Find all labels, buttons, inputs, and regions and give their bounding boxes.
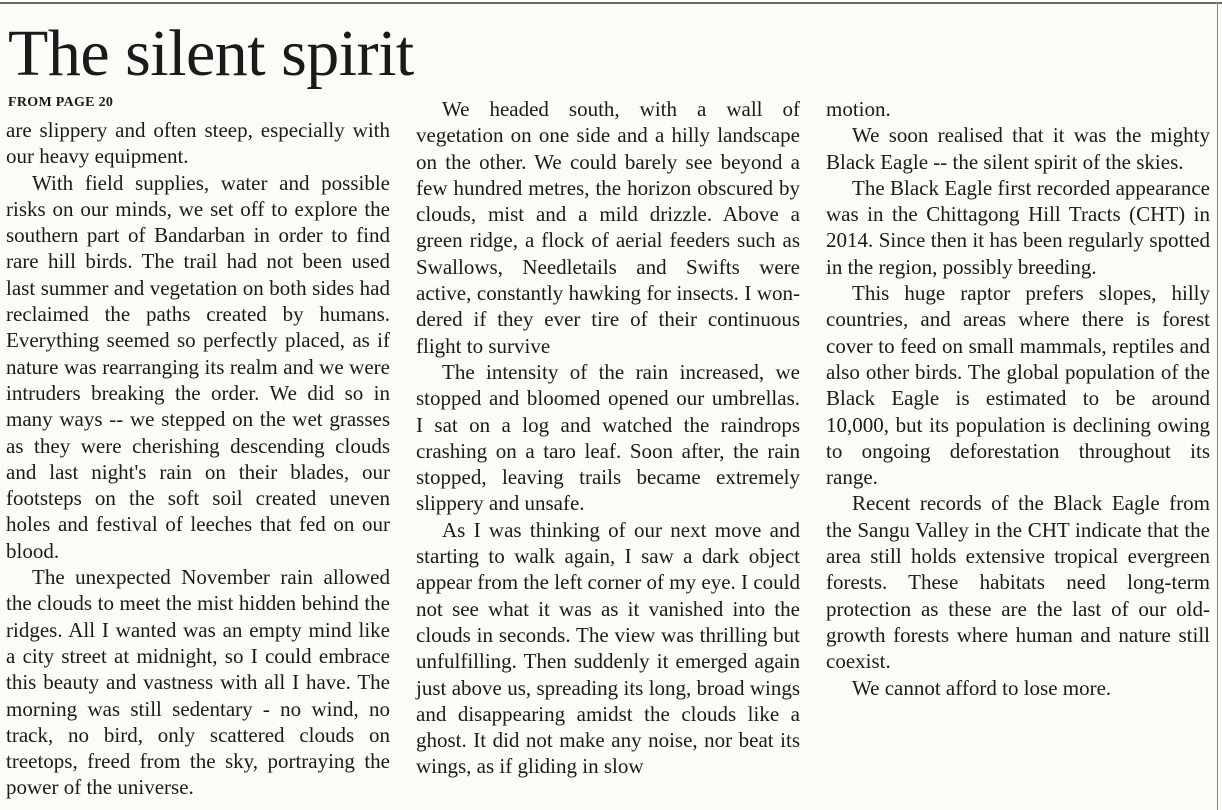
column-2	[416, 96, 800, 780]
paragraph: motion.	[826, 97, 891, 121]
paragraph: We cannot afford to lose more.	[852, 675, 1112, 700]
paragraph: With field supplies, water and possible risks on our minds, we set off to explore the southern part of Bandarban in order to find rare hill birds. The trail had not been used last summer and vegetation on both sides had reclaimed the paths created by humans. Everything seemed so perfectly placed, as if nature was rearranging its realm and we were intruders breaking the order. We did so in many ways -- we stepped on the wet grasses as they were cherishing descending clouds and last night's rain on their blades, our footsteps on the soft soil created uneven holes and festival of leeches that fed on our blood.	[6, 170, 390, 563]
continued-from-label: FROM PAGE 20	[8, 95, 114, 110]
paragraph: We soon realised that it was the mighty Black Eagle -- the silent spirit of the skies.	[826, 123, 1210, 174]
paragraph: The unexpected November rain allowed the clouds to meet the mist hidden behind the ridges. All I wanted was an empty mind like a city street at midnight, so I could embrace this beauty and vastness with all I have. The morning was still sedentary - no wind, no track, no bird, only scattered clouds on treetops, freed from the sky, portraying the power of the universe.	[6, 565, 390, 800]
paragraph: The Black Eagle first recorded appearance was in the Chittagong Hill Tracts (CHT) in 2014. Since then it has been regularly spotted in the region, possibly breeding.	[826, 175, 1210, 279]
top-rule	[0, 2, 1222, 4]
paragraph: This huge raptor prefers slopes, hilly countries, and areas where there is forest cover to feed on small mammals, reptiles and also other birds. The global population of the Black Eagle is estimated to be around 10,000, but its population is declining owing to ongoing deforestation throughout its range.	[826, 281, 1210, 490]
paragraph: The intensity of the rain increased, we stopped and bloomed opened our umbrellas. I sat on a log and watched the raindrops crashing on a taro leaf. Soon after, the rain stopped, leaving trails became extremely slippery and unsafe.	[416, 359, 800, 516]
headline: The silent spirit	[8, 17, 414, 90]
paragraph: Recent records of the Black Eagle from the Sangu Valley in the CHT indicate that the area still holds extensive tropical evergreen forests. These habitats need long-term protection as these are the last of our old-growth forests where human and nature still coexist.	[826, 491, 1210, 674]
right-rule	[1217, 2, 1218, 810]
column-3	[826, 96, 1210, 701]
paragraph: As I was thinking of our next move and starting to walk again, I saw a dark object appear from the left corner of my eye. I could not see what it was as it vanished into the clouds in seconds. The view was thrilling but unfulfilling. Then suddenly it emerged again just above us, spreading its long, broad wings and disappearing amidst the clouds like a ghost. It did not make any noise, nor beat its wings, as if gliding in slow	[416, 517, 800, 779]
paragraph: We headed south, with a wall of vegetation on one side and a hilly landscape on the other. We could barely see beyond a few hundred metres, the horizon obscured by clouds, mist and a mild drizzle. Above a green ridge, a flock of aerial feeders such as Swallows, Needletails and Swifts were active, constantly hawking for insects. I wondered if they ever tire of their continuous flight to survive	[416, 97, 800, 358]
column-1	[6, 117, 390, 801]
paragraph: are slippery and often steep, especially with our heavy equipment.	[6, 118, 390, 169]
